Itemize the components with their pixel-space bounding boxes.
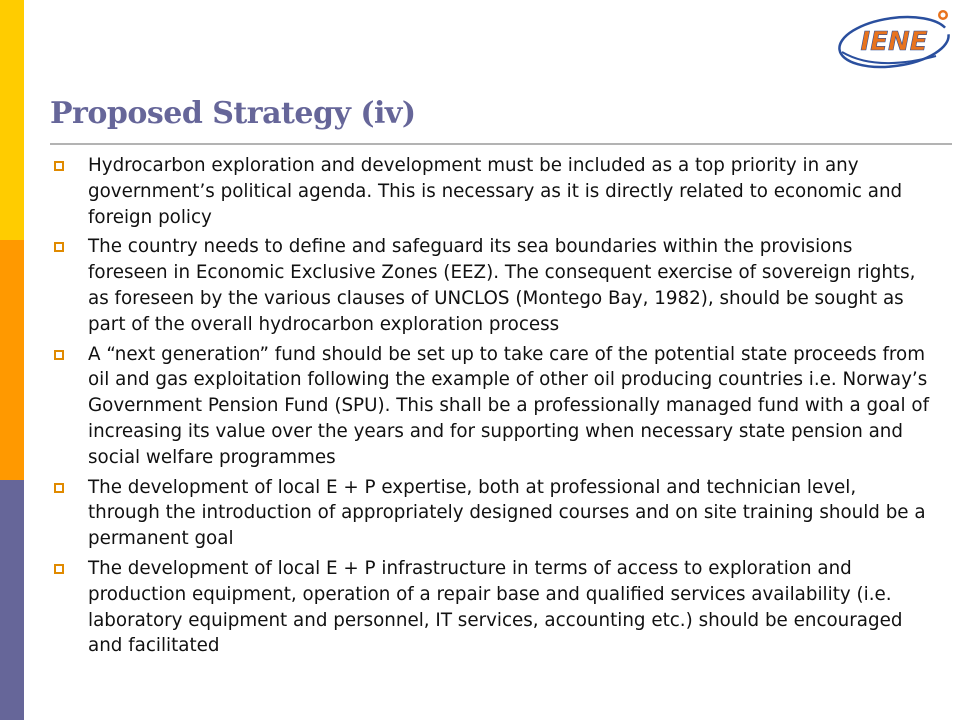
bullet-item	[50, 475, 930, 552]
bullet-text: The development of local E + P infrastructure in terms of access to exploration and production equipment, operation of a repair base and qualified services availability (i.e. laboratory equipment and personnel, IT services, accounting etc.) should be encouraged and facilitated	[88, 557, 903, 657]
slide-title: Proposed Strategy (iv)	[50, 96, 416, 131]
bullet-text: Hydrocarbon exploration and development must be included as a top priority in any government’s political agenda. This is necessary as it is directly related to economic and foreign policy	[88, 155, 903, 228]
bullet-item	[50, 342, 930, 471]
bullet-item	[50, 234, 930, 337]
decorative-bar-yellow	[0, 0, 24, 240]
iene-logo	[836, 6, 956, 72]
bullet-list	[50, 153, 930, 663]
title-divider	[50, 143, 952, 145]
bullet-item	[50, 556, 930, 659]
square-bullet-icon	[54, 564, 64, 574]
square-bullet-icon	[54, 483, 64, 493]
decorative-bar-blue	[0, 480, 24, 720]
bullet-item	[50, 153, 930, 230]
square-bullet-icon	[54, 350, 64, 360]
bullet-text: The country needs to define and safeguard its sea boundaries within the provisions foreseen in Economic Exclusive Zones (EEZ). The consequent exercise of sovereign rights, as foreseen by the various clauses of UNCLOS (Montego Bay, 1982), should be sought as part of the overall hydrocarbon exploration process	[88, 236, 916, 335]
bullet-text: The development of local E + P expertise, both at professional and technician level, through the introduction of appropriately designed courses and on site training should be a permanent goal	[88, 476, 926, 550]
decorative-bar-orange	[0, 240, 24, 480]
logo-text: IENE	[860, 27, 928, 57]
bullet-text: A “next generation” fund should be set up to take care of the potential state proceeds from oil and gas exploitation following the example of other oil producing countries i.e. Norway’s Government Pension Fund (SPU). This shall be a professionally managed fund with a goal of increasing its value over the years and for supporting when necessary state pension and social welfare programmes	[88, 343, 930, 468]
square-bullet-icon	[54, 161, 64, 171]
square-bullet-icon	[54, 242, 64, 252]
